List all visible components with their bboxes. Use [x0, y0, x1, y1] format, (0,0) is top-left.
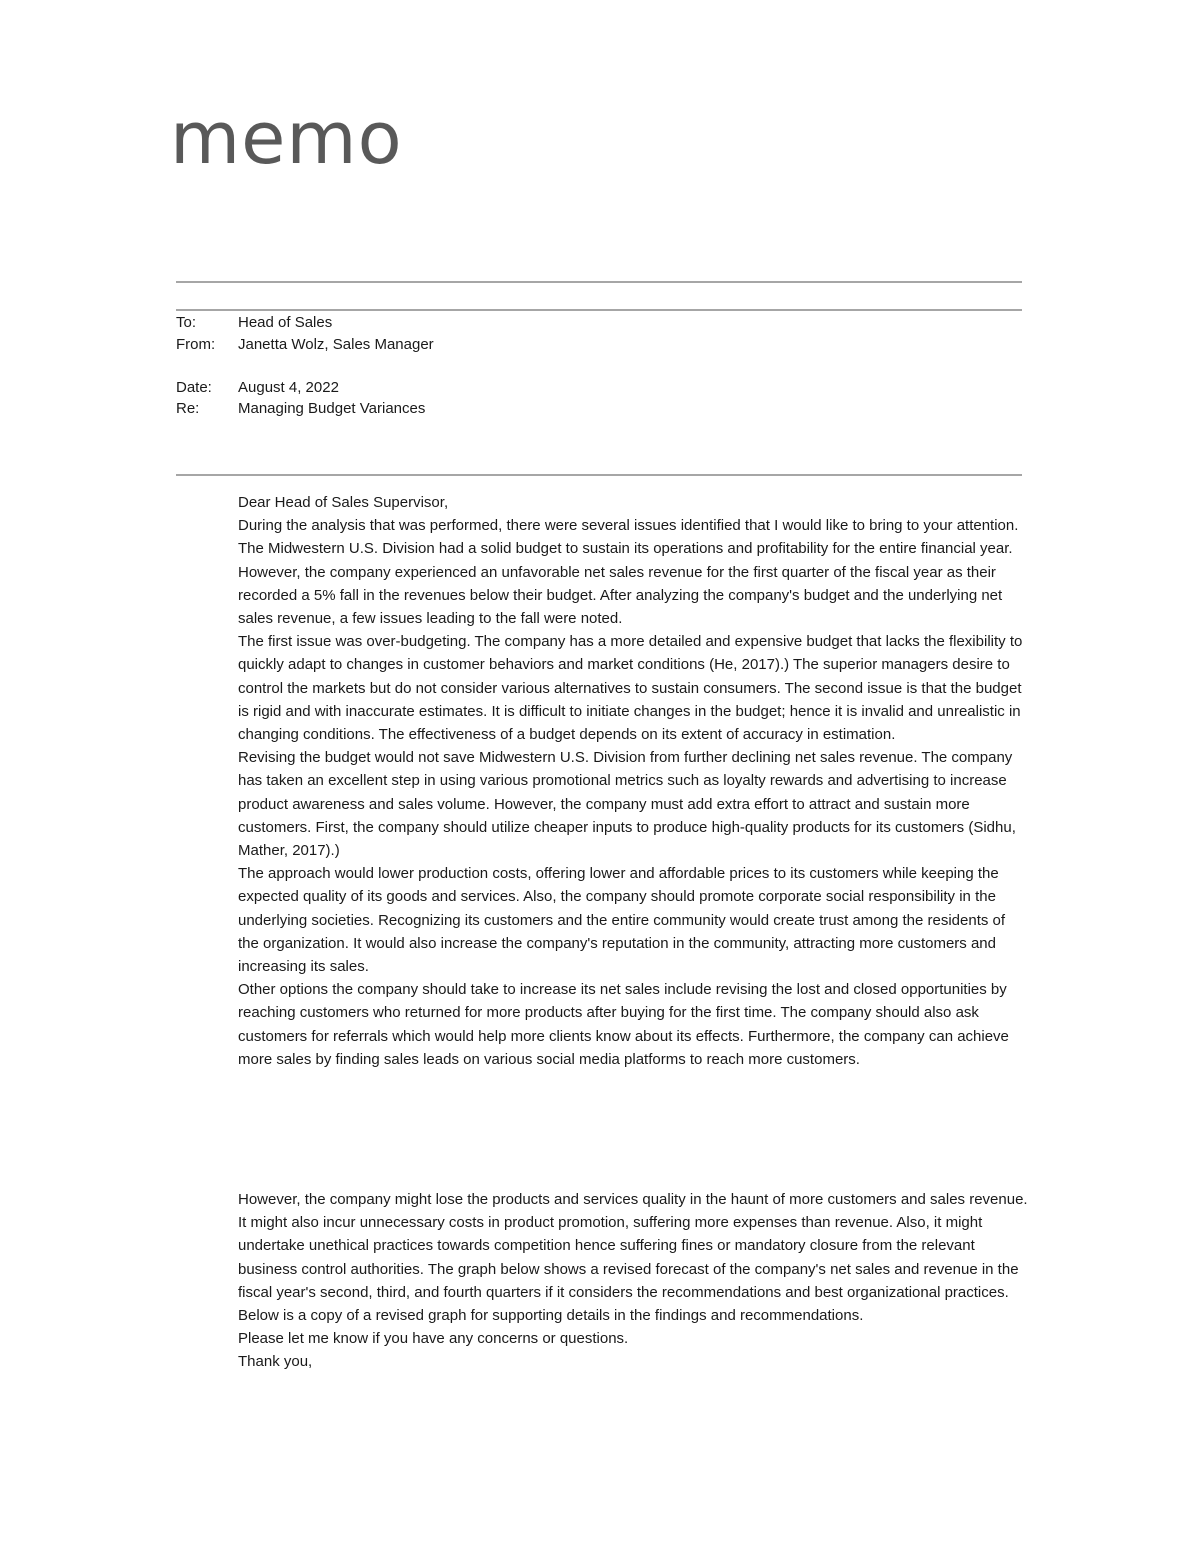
from-label: From: [176, 335, 216, 353]
closing-request: Please let me know if you have any concerns or questions. [238, 1330, 629, 1348]
sign-off: Thank you, [238, 1353, 313, 1371]
date-label: Date: [176, 378, 212, 396]
date-row [176, 377, 434, 399]
body-paragraph: The approach would lower production costs, offering lower and affordable prices to its customers while keeping the expected quality of its goods and services. Also, the company should promote corporate social responsibility in the underlying societies. Recognizing its customers and the entire community would create trust among the residents of the organization. It would also increase the company's reputation in the community, attracting more customers and increasing its sales. [238, 865, 1006, 976]
re-row [176, 398, 434, 420]
memo-body-continued [238, 1188, 1028, 1374]
body-paragraph: Other options the company should take to increase its net sales include revising the lost and closed opportunities by reaching customers who returned for more products after buying for the first time. The company should also ask customers for referrals which would help more clients know about its effects. Furthermore, the company can achieve more sales by finding sales leads on various social media platforms to reach more customers. [238, 981, 1009, 1068]
header-divider-middle [176, 309, 1022, 311]
header-divider-bottom [176, 474, 1022, 476]
salutation: Dear Head of Sales Supervisor, [238, 494, 449, 511]
body-paragraph: The first issue was over-budgeting. The company has a more detailed and expensive budget that lacks the flexibility to quickly adapt to changes in customer behaviors and market conditions (He, 2017).) The superior managers desire to control the markets but do not consider various alternatives to sustain consumers. The second issue is that the budget is rigid and with inaccurate estimates. It is difficult to initiate changes in the budget; hence it is invalid and unrealistic in changing conditions. The effectiveness of a budget depends on its extent of accuracy in estimation. [238, 633, 1023, 744]
from-row [176, 334, 434, 356]
re-label: Re: [176, 400, 200, 417]
body-paragraph: However, the company might lose the products and services quality in the haunt of more customers and sales revenue. It might also incur unnecessary costs in product promotion, suffering more expenses than revenue. Also, it might undertake unethical practices towards competition hence suffering fines or mandatory closure from the relevant business control authorities. The graph below shows a revised forecast of the company's net sales and revenue in the fiscal year's second, third, and fourth quarters if it considers the recommendations and best organizational practices. Below is a copy of a revised graph for supporting details in the findings and recommendations. [238, 1191, 1028, 1325]
to-label: To: [176, 314, 197, 331]
re-value: Managing Budget Variances [238, 400, 426, 417]
date-value: August 4, 2022 [238, 378, 339, 396]
memo-body [238, 491, 1028, 1071]
to-row [176, 312, 434, 334]
from-value: Janetta Wolz, Sales Manager [238, 335, 434, 353]
memo-header [176, 312, 434, 420]
header-divider-top [176, 281, 1022, 283]
to-value: Head of Sales [238, 314, 333, 331]
body-paragraph: During the analysis that was performed, there were several issues identified that I would like to bring to your attention. The Midwestern U.S. Division had a solid budget to sustain its operations and profitability for the entire financial year. However, the company experienced an unfavorable net sales revenue for the first quarter of the fiscal year as their recorded a 5% fall in the revenues below their budget. After analyzing the company's budget and the underlying net sales revenue, a few issues leading to the fall were noted. [238, 517, 1019, 628]
memo-title: memo [170, 96, 403, 180]
body-paragraph: Revising the budget would not save Midwestern U.S. Division from further declining net sales revenue. The company has taken an excellent step in using various promotional metrics such as loyalty rewards and advertising to increase product awareness and sales volume. However, the company must add extra effort to attract and sustain more customers. First, the company should utilize cheaper inputs to produce high-quality products for its customers (Sidhu, Mather, 2017).) [238, 749, 1016, 860]
